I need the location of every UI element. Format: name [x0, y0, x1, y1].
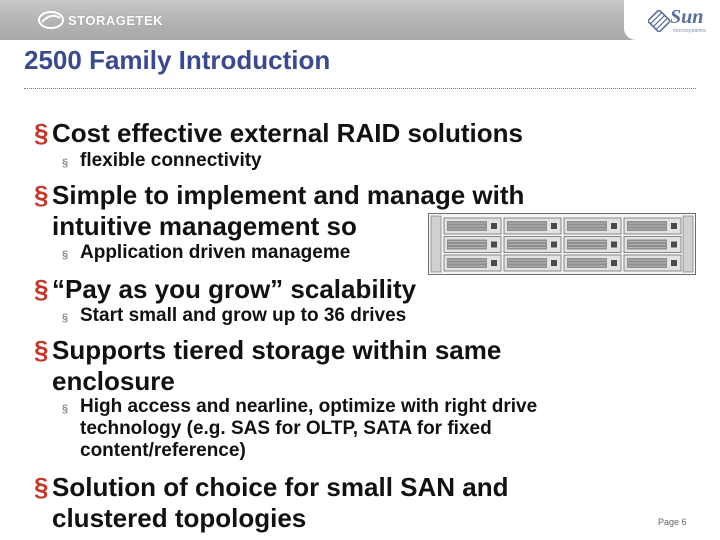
drive-led	[551, 242, 557, 248]
drive-led	[611, 260, 617, 266]
drive-led	[491, 242, 497, 248]
slide-title: 2500 Family Introduction	[24, 45, 331, 75]
sub-bullet-marker: §	[62, 312, 69, 324]
sub-bullet-1-1	[62, 150, 262, 172]
sub-bullet-marker: §	[62, 157, 69, 169]
bullet-5	[34, 472, 509, 534]
storagetek-mark-icon	[38, 10, 64, 30]
drive-led	[671, 223, 677, 229]
sub-bullet-1-1-line-1: flexible connectivity	[80, 150, 262, 171]
bullet-4	[34, 335, 502, 397]
sub-bullet-4-1-line-1: High access and nearline, optimize with right drive	[80, 396, 538, 417]
bullet-marker: §	[34, 335, 49, 365]
bullet-marker: §	[34, 274, 49, 304]
sub-bullet-marker: §	[62, 249, 69, 261]
page-number: Page 6	[658, 517, 687, 527]
sun-logo-subtext: microsystems	[673, 28, 706, 34]
sun-logo-icon	[648, 10, 670, 32]
bullet-2-line-1: Simple to implement and manage with	[52, 180, 525, 210]
storagetek-logo-text: STORAGETEK	[68, 12, 164, 28]
bullet-2-line-2: intuitive management so	[52, 211, 357, 241]
bullet-4-line-2: enclosure	[52, 366, 175, 396]
bullet-3	[34, 274, 417, 305]
sub-bullet-4-1-line-2: technology (e.g. SAS for OLTP, SATA for fixed	[80, 418, 492, 439]
sub-bullet-2-1	[62, 242, 351, 264]
bullet-1-line-1: Cost effective external RAID solutions	[52, 118, 523, 148]
bullet-marker: §	[34, 472, 49, 502]
bullet-5-line-2: clustered topologies	[52, 503, 307, 533]
drive-led	[671, 242, 677, 248]
drive-led	[611, 223, 617, 229]
sub-bullet-3-1	[62, 305, 407, 327]
sub-bullet-4-1-line-3: content/reference)	[80, 440, 246, 461]
drive-led	[611, 242, 617, 248]
storagetek-logo	[38, 8, 163, 32]
bullet-marker: §	[34, 180, 49, 210]
bullet-5-line-1: Solution of choice for small SAN and	[52, 472, 509, 502]
drive-led	[551, 260, 557, 266]
storage-array-image	[428, 213, 696, 275]
sun-logo-text: Sun	[670, 6, 704, 28]
bullet-1	[34, 118, 523, 148]
drive-led	[491, 260, 497, 266]
title-divider	[24, 88, 696, 89]
drive-led	[671, 260, 677, 266]
sub-bullet-marker: §	[62, 403, 69, 415]
drive-led	[551, 223, 557, 229]
sub-bullet-4-1	[62, 396, 538, 462]
bullet-3-line-1: “Pay as you grow” scalability	[52, 274, 417, 304]
sub-bullet-3-1-line-1: Start small and grow up to 36 drives	[80, 305, 407, 326]
drive-led	[491, 223, 497, 229]
sub-bullet-2-1-line-1: Application driven manageme	[80, 242, 351, 263]
bullet-4-line-1: Supports tiered storage within same	[52, 335, 502, 365]
bullet-marker: §	[34, 118, 49, 148]
sun-logo	[646, 6, 716, 36]
